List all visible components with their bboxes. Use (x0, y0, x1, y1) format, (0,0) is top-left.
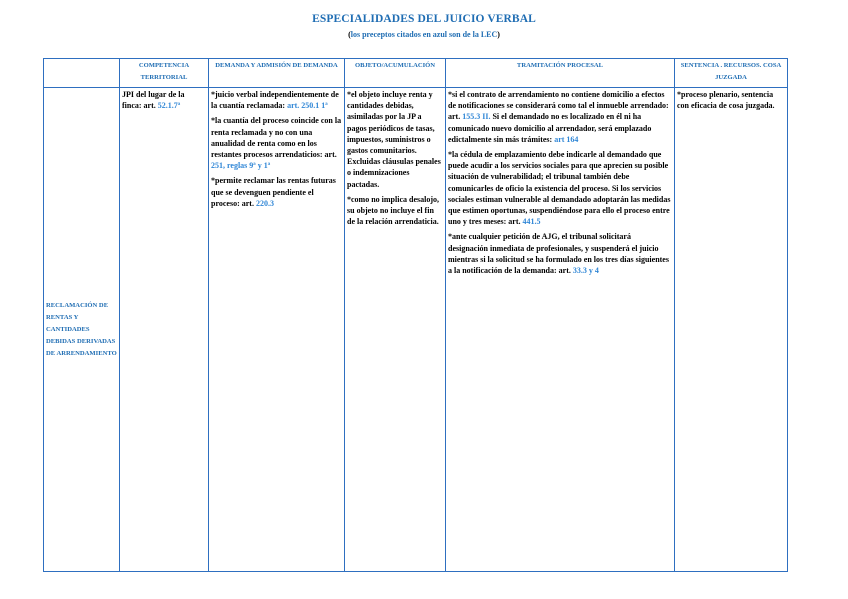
page-title: ESPECIALIDADES DEL JUICIO VERBAL (312, 13, 536, 25)
specialties-table (43, 58, 788, 572)
competencia-text: JPI del lugar de la finca: art. (122, 90, 185, 111)
tramitacion-ref-3: 33.3 y 4 (572, 266, 599, 276)
header-demanda: DEMANDA Y ADMISIÓN DE DEMANDA (209, 59, 345, 88)
objeto-paragraph-2: *como no implica desalojo, su objeto no incluye el fin de la relación arrendaticia. (347, 194, 439, 227)
table-row (44, 88, 788, 572)
header-row (44, 59, 788, 88)
cell-competencia (120, 88, 209, 572)
tramitacion-ref-2: 441.5 (522, 217, 541, 227)
sentencia-paragraph-1: *proceso plenario, sentencia con eficacia de cosa juzgada. (677, 90, 775, 111)
tramitacion-ref-1b: art 164 (554, 134, 579, 144)
demanda-ref-3: 220.3 (255, 198, 274, 208)
cell-objeto (345, 88, 446, 572)
tramitacion-text-2: *la cédula de emplazamiento debe indicarle al demandado que puede acudir a los servicios sociales para que aprecien su posible situación de vulnerabilidad; el tribunal también debe comunicarles de oficio la existencia del proceso. Si los servicios sociales estiman vulnerable al demandado adoptarán las medidas que estimen oportunas, suspendiéndose para ello el proceso entre uno y tres meses: art. (448, 150, 671, 227)
demanda-paragraph-3 (211, 175, 342, 209)
header-sentencia: SENTENCIA . RECURSOS. COSA JUZGADA (675, 59, 788, 88)
tramitacion-text-3: *ante cualquier petición de AJG, el tribunal solicitará designación inmediata de profesionales, y suspenderá el juicio mientras si la solicitud se ha formulado en los tres días siguientes a la notificación de la demanda: art. (448, 232, 669, 276)
page-subtitle (0, 30, 848, 39)
demanda-text-2: *la cuantía del proceso coincide con la renta reclamada y no con una anualidad de renta como en los restantes procesos arrendaticios: art. (211, 116, 342, 160)
header-competencia: COMPETENCIA TERRITORIAL (120, 59, 209, 88)
demanda-ref-1: art. 250.1 1ª (287, 101, 328, 111)
subtitle-close-paren: ) (497, 30, 500, 39)
tramitacion-paragraph-2 (448, 149, 672, 227)
cell-demanda (209, 88, 345, 572)
demanda-text-3: *permite reclamar las rentas futuras que se devenguen pendiente el proceso: art. (211, 176, 336, 208)
cell-tramitacion (446, 88, 675, 572)
tramitacion-text-1: *si el contrato de arrendamiento no contiene domicilio a efectos de notificaciones se considerará como tal el inmueble arrendado: art. (448, 90, 669, 122)
tramitacion-ref-1: 155.3 II. (462, 112, 491, 122)
demanda-paragraph-1 (211, 89, 342, 111)
objeto-paragraph-1: *el objeto incluye renta y cantidades debidas, asimiladas por la JP a pagos periódicos de tasas, impuestos, suministros o gastos comunitarios. Excluidas cláusulas penales o indemnizaciones pactadas. (347, 90, 441, 189)
subtitle-text: los preceptos citados en azul son de la LEC (350, 30, 498, 39)
demanda-ref-2: 251, reglas 9ª y 1ª (211, 161, 271, 171)
competencia-paragraph (122, 89, 206, 111)
tramitacion-paragraph-3 (448, 231, 672, 276)
subtitle-open-paren: ( (348, 30, 351, 39)
demanda-text-1: *juicio verbal independientemente de la cuantía reclamada: (211, 90, 339, 111)
header-objeto: OBJETO/ACUMULACIÓN (345, 59, 446, 88)
demanda-paragraph-2 (211, 115, 342, 171)
cell-sentencia (675, 88, 788, 572)
header-tramitacion: TRAMITACIÓN PROCESAL (446, 59, 675, 88)
row-label: RECLAMACIÓN DE RENTAS Y CANTIDADES DEBIDAS DERIVADAS DE ARRENDAMIENTO (44, 88, 120, 572)
header-empty (44, 59, 120, 88)
tramitacion-paragraph-1 (448, 89, 672, 145)
tramitacion-text-1b: Si el demandado no es localizado en él ni ha comunicado nuevo domicilio al arrendador, será emplazado edictalmente sin más trámites: (448, 112, 652, 144)
competencia-ref: 52.1.7ª (157, 101, 181, 111)
